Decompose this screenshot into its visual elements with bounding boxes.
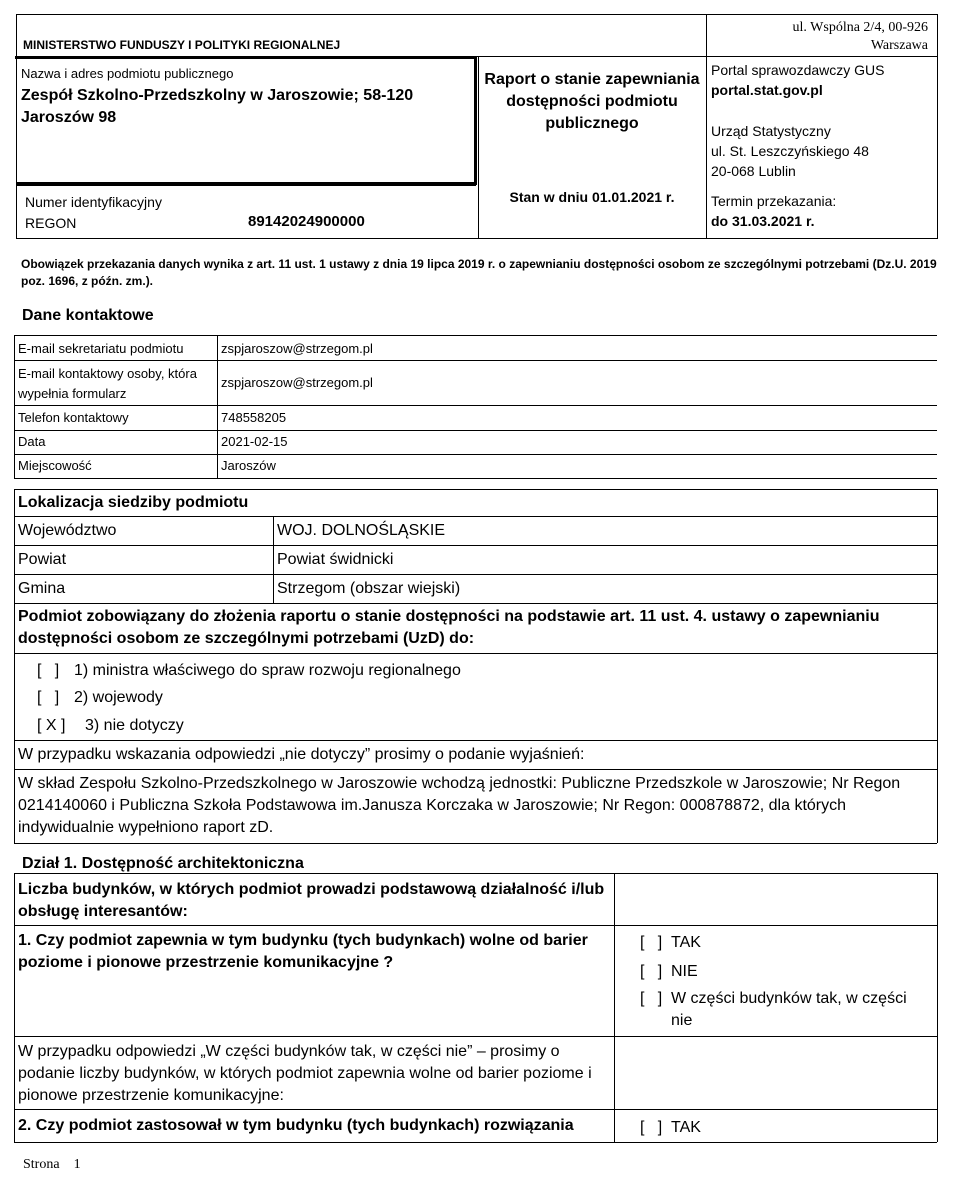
portal-label: Portal sprawozdawczy GUS [711,62,885,78]
contact-label-city: Miejscowość [18,458,92,473]
page-number: 1 [73,1157,81,1172]
deadline-label: Termin przekazania: [711,193,837,209]
section1-title: Dział 1. Dostępność architektoniczna [22,855,304,872]
contact-value-phone: 748558205 [221,410,287,425]
q2-option-yes-checkbox[interactable]: [ ] [640,1119,663,1136]
obliged-option-1-label: 1) ministra właściwego do spraw rozwoju regionalnego [74,662,461,679]
deadline-value: do 31.03.2021 r. [711,213,815,229]
q1-option-yes-checkbox[interactable]: [ ] [640,934,663,951]
buildings-question: Liczba budynków, w których podmiot prowadzi podstawową działalność i/lub obsługę interesantów: [18,881,605,920]
q2-option-yes-label: TAK [671,1119,701,1136]
portal-url: portal.stat.gov.pl [711,82,823,98]
obliged-option-3-label: 3) nie dotyczy [85,717,184,734]
location-value-county: Powiat świdnicki [277,551,394,568]
report-title: Raport o stanie zapewniania dostępności podmiotu publicznego [484,71,700,132]
office-line2: ul. St. Leszczyńskiego 48 [711,143,869,159]
regon-label: REGON [25,215,77,231]
obliged-option-3-checkbox[interactable]: [ X ] [37,717,66,734]
obliged-option-1-checkbox[interactable]: [ ] [37,662,60,679]
ministry-address-line2: Warszawa [870,38,928,53]
ministry-name: MINISTERSTWO FUNDUSZY I POLITYKI REGIONALNEJ [23,38,341,52]
obliged-question: Podmiot zobowiązany do złożenia raportu o stanie dostępności na podstawie art. 11 ust. 4. ustawy o zapewnianiu dostępności osobom ze szczególnymi potrzebami (UzD) do: [18,608,880,647]
contact-value-city: Jaroszów [221,458,276,473]
q1-option-no-checkbox[interactable]: [ ] [640,963,663,980]
page-label: Strona [23,1157,60,1172]
obliged-option-2-label: 2) wojewody [74,689,163,706]
q1-option-no-label: NIE [671,963,698,980]
office-line1: Urząd Statystyczny [711,123,831,139]
entity-label: Nazwa i adres podmiotu publicznego [21,66,234,81]
contact-value-secretariat-email: zspjaroszow@strzegom.pl [221,341,373,356]
location-label-county: Powiat [18,551,67,568]
page-footer [23,1157,81,1173]
explain-text: W skład Zespołu Szkolno-Przedszkolnego w Jaroszowie wchodzą jednostki: Publiczne Przedszkole w Jaroszowie; Nr Regon 0214140060 i Publiczna Szkoła Podstawowa im.Janusza Korczaka w Jaroszowie; Nr Regon: 000878872, dla których indywidualnie wypełniono raport zD. [18,775,901,836]
obligation-note: Obowiązek przekazania danych wynika z art. 11 ust. 1 ustawy z dnia 19 lipca 2019 r. o zapewnianiu dostępności osobom ze szczególnymi potrzebami (Dz.U. 2019 poz. 1696, z późn. zm.). [21,257,937,288]
location-value-commune: Strzegom (obszar wiejski) [277,580,461,597]
id-label: Numer identyfikacyjny [25,194,162,210]
q2-text: 2. Czy podmiot zastosował w tym budynku (tych budynkach) rozwiązania [18,1117,574,1134]
q1-option-partial-checkbox[interactable]: [ ] [640,990,663,1007]
q1-option-yes-label: TAK [671,934,701,951]
location-label-commune: Gmina [18,580,66,597]
contact-label-filler-email: E-mail kontaktowy osoby, która wypełnia formularz [18,366,197,401]
status-date: Stan w dniu 01.01.2021 r. [509,189,675,205]
q1-text: 1. Czy podmiot zapewnia w tym budynku (tych budynkach) wolne od barier poziome i pionowe przestrzenie komunikacyjne ? [18,932,588,971]
location-value-voivodeship: WOJ. DOLNOŚLĄSKIE [277,522,446,539]
contact-value-filler-email: zspjaroszow@strzegom.pl [221,375,373,390]
contact-section-title: Dane kontaktowe [22,307,154,324]
location-label-voivodeship: Województwo [18,522,117,539]
q1-option-partial-label: W części budynków tak, w części nie [671,990,907,1029]
contact-label-phone: Telefon kontaktowy [18,410,129,425]
contact-label-secretariat-email: E-mail sekretariatu podmiotu [18,341,184,356]
entity-name: Zespół Szkolno-Przedszkolny w Jaroszowie; 58-120 Jaroszów 98 [21,87,414,126]
office-line3: 20-068 Lublin [711,163,796,179]
partial-prompt: W przypadku odpowiedzi „W części budynków tak, w części nie” – prosimy o podanie liczby budynków, w których podmiot zapewnia wolne od barier poziome i pionowe przestrzenie komunikacyjne: [18,1043,592,1104]
location-section-title: Lokalizacja siedziby podmiotu [18,494,249,511]
obliged-option-2-checkbox[interactable]: [ ] [37,689,60,706]
explain-prompt: W przypadku wskazania odpowiedzi „nie dotyczy” prosimy o podanie wyjaśnień: [18,746,585,763]
regon-value: 89142024900000 [248,213,365,230]
ministry-address-line1: ul. Wspólna 2/4, 00-926 [792,20,928,35]
contact-label-date: Data [18,434,46,449]
contact-value-date: 2021-02-15 [221,434,288,449]
